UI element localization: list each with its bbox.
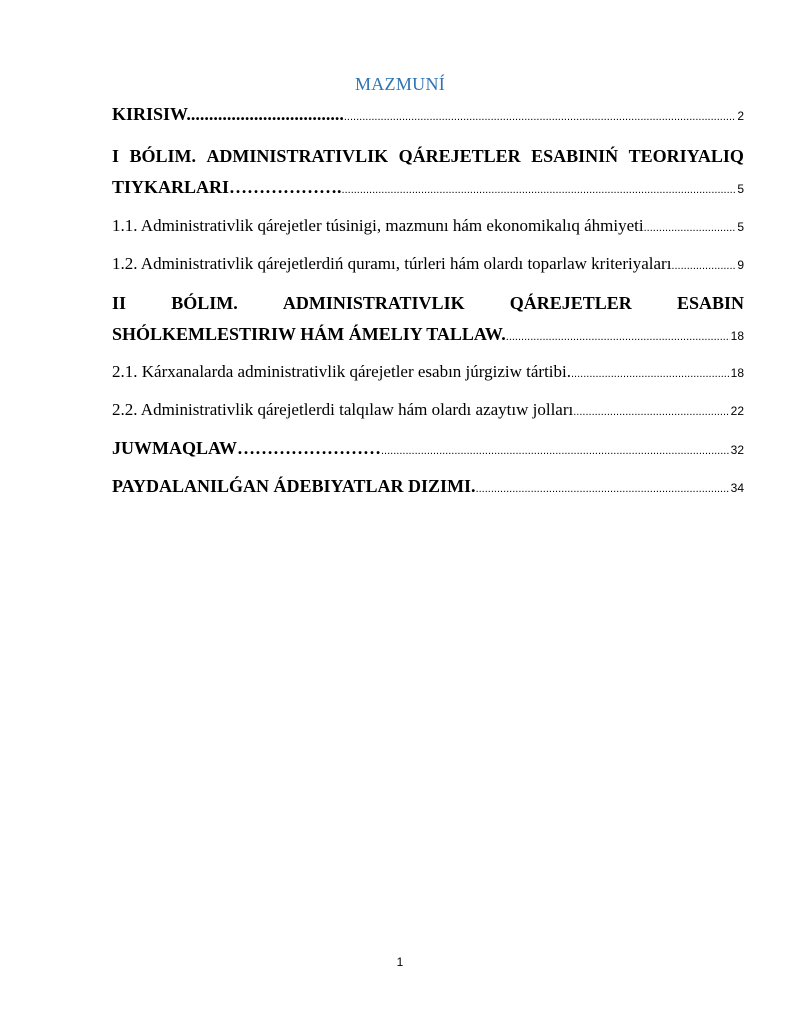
dot-leader bbox=[344, 111, 736, 123]
dot-leader bbox=[571, 368, 730, 380]
toc-entry-label: 2.2. Administrativlik qárejetlerdi talqılaw hám olardı azaytıw jolları bbox=[112, 400, 574, 419]
page-number-footer: 1 bbox=[396, 955, 404, 969]
toc-entry-bolim2-line2[interactable] bbox=[112, 324, 744, 345]
dot-leader bbox=[506, 331, 730, 343]
toc-word: II bbox=[112, 293, 127, 313]
toc-page-number: 34 bbox=[730, 481, 744, 495]
toc-entry-juwmaqlaw[interactable] bbox=[112, 438, 744, 459]
dot-leader bbox=[381, 445, 730, 457]
toc-heading: MAZMUNÍ bbox=[354, 74, 446, 94]
toc-entry-2-2[interactable] bbox=[112, 400, 744, 420]
toc-word: I bbox=[112, 146, 120, 166]
toc-entry-2-1[interactable] bbox=[112, 362, 744, 382]
toc-page-number: 18 bbox=[730, 329, 744, 343]
dot-leader bbox=[671, 260, 736, 272]
toc-word: ESABIN bbox=[676, 293, 744, 313]
toc-entry-1-2[interactable] bbox=[112, 254, 744, 274]
toc-word: BÓLIM. bbox=[171, 293, 238, 313]
toc-page-number: 2 bbox=[737, 109, 744, 123]
toc-entry-bolim1-line1[interactable] bbox=[112, 146, 744, 167]
toc-word: ESABINIŃ bbox=[531, 146, 619, 166]
toc-word: QÁREJETLER bbox=[398, 146, 521, 166]
toc-entry-label: TIYKARLARI………………. bbox=[112, 177, 342, 197]
toc-entry-label: SHÓLKEMLESTIRIW HÁM ÁMELIY TALLAW. bbox=[112, 324, 506, 344]
toc-word: ADMINISTRATIVLIK bbox=[282, 293, 465, 313]
dot-leader bbox=[342, 184, 737, 196]
toc-page-number: 5 bbox=[737, 220, 744, 234]
toc-entry-bolim1-line2[interactable] bbox=[112, 177, 744, 198]
toc-word: TEORIYALIQ bbox=[628, 146, 744, 166]
dot-leader bbox=[476, 483, 730, 495]
toc-entry-label: 2.1. Kárxanalarda administrativlik qárejetler esabın júrgiziw tártibi. bbox=[112, 362, 571, 381]
toc-entry-1-1[interactable] bbox=[112, 216, 744, 236]
dot-leader bbox=[644, 222, 737, 234]
toc-page-number: 22 bbox=[730, 404, 744, 418]
toc-entry-label: PAYDALANILǴAN ÁDEBIYATLAR DIZIMI. bbox=[112, 476, 476, 496]
toc-page-number: 18 bbox=[730, 366, 744, 380]
toc-word: ADMINISTRATIVLIK bbox=[206, 146, 389, 166]
toc-page-number: 5 bbox=[737, 182, 744, 196]
dot-leader bbox=[573, 406, 729, 418]
toc-entry-label: KIRISIW................................... bbox=[112, 104, 344, 124]
toc-entry-label: 1.1. Administrativlik qárejetler túsinigi, mazmunı hám ekonomikalıq áhmiyeti bbox=[112, 216, 644, 235]
toc-word: BÓLIM. bbox=[129, 146, 196, 166]
toc-page-number: 9 bbox=[737, 258, 744, 272]
toc-entry-label: JUWMAQLAW…………………… bbox=[112, 438, 381, 458]
toc-word: QÁREJETLER bbox=[509, 293, 632, 313]
toc-entry-kirisiw[interactable] bbox=[112, 104, 744, 125]
toc-entry-label: 1.2. Administrativlik qárejetlerdiń quramı, túrleri hám olardı toparlaw kriteriyaları bbox=[112, 254, 672, 273]
toc-entry-bolim2-line1[interactable] bbox=[112, 293, 744, 314]
toc-page-number: 32 bbox=[730, 443, 744, 457]
toc-entry-paydalanilgan[interactable] bbox=[112, 476, 744, 497]
